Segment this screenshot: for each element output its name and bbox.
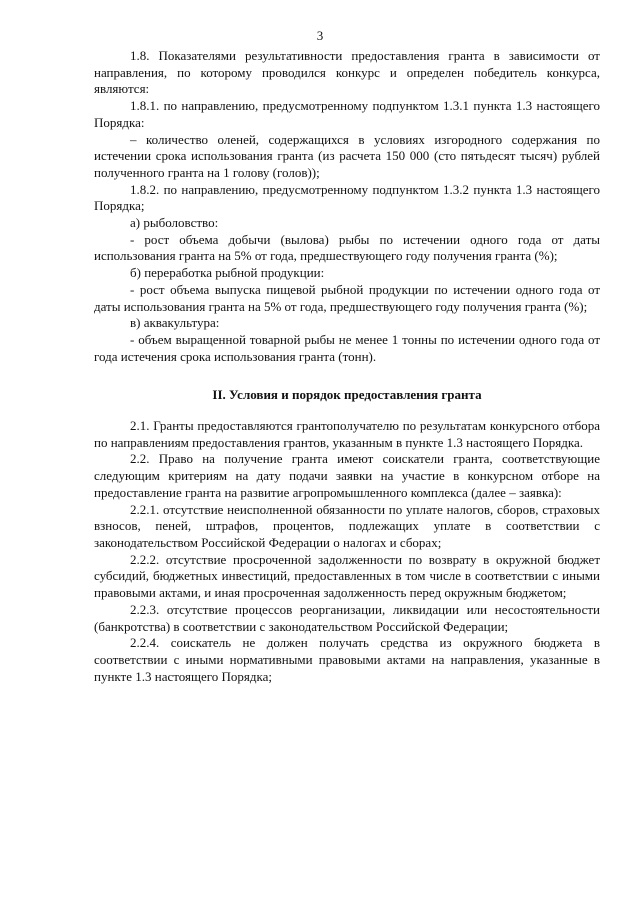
paragraph-2-2-4: 2.2.4. соискатель не должен получать средства из окружного бюджета в соответствии с иными нормативными правовыми актами на направления, указанные в пункте 1.3 настоящего Порядка; [94, 635, 600, 684]
paragraph-processing-indicator: - рост объема выпуска пищевой рыбной продукции по истечении одного года от даты использования гранта на 5% от года, предшествующего году получения гранта (%); [94, 281, 600, 314]
paragraph-1-8-2: 1.8.2. по направлению, предусмотренному подпунктом 1.3.2 пункта 1.3 настоящего Порядка; [94, 181, 600, 214]
paragraph-reindeer-count: – количество оленей, содержащихся в условиях изгородного содержания по истечении срока использования гранта (из расчета 150 000 (сто пятьдесят тысяч) рублей полученного гранта на 1 голову (голов)); [94, 131, 600, 180]
paragraph-2-1: 2.1. Гранты предоставляются грантополучателю по результатам конкурсного отбора по направлениям предоставления грантов, указанным в пункте 1.3 настоящего Порядка. [94, 418, 600, 450]
paragraph-1-8-1: 1.8.1. по направлению, предусмотренному подпунктом 1.3.1 пункта 1.3 настоящего Порядка: [94, 98, 600, 130]
document-body [94, 48, 600, 685]
paragraph-2-2-1: 2.2.1. отсутствие неисполненной обязанности по уплате налогов, сборов, страховых взносов, пеней, штрафов, процентов, подлежащих уплате в соответствии с законодательством Российской Федерации о налогах и сборах; [94, 501, 600, 550]
paragraph-processing-heading: б) переработка рыбной продукции: [130, 265, 325, 281]
paragraph-fishing-heading: а) рыболовство: [130, 215, 219, 231]
section-heading: II. Условия и порядок предоставления гранта [212, 387, 482, 403]
paragraph-2-2-2: 2.2.2. отсутствие просроченной задолженности по возврату в окружной бюджет субсидий, бюджетных инвестиций, предоставленных в том числе в соответствии с иными правовыми актами, и иная просроченная задолженность перед окружным бюджетом; [94, 551, 600, 601]
paragraph-2-2: 2.2. Право на получение гранта имеют соискатели гранта, соответствующие следующим критериям на дату подачи заявки на участие в конкурсном отборе на предоставление гранта на развитие агропромышленного комплекса (далее – заявка): [94, 451, 600, 500]
paragraph-fishing-indicator: - рост объема добычи (вылова) рыбы по истечении одного года от даты использования гранта на 5% от года, предшествующего году получения гранта (%); [94, 231, 600, 264]
paragraph-aquaculture-indicator: - объем выращенной товарной рыбы не менее 1 тонны по истечении одного года от года истечения срока использования гранта (тонн). [94, 331, 600, 364]
paragraph-2-2-3: 2.2.3. отсутствие процессов реорганизации, ликвидации или несостоятельности (банкротства) в соответствии с законодательством Российской Федерации; [94, 601, 600, 634]
paragraph-1-8: 1.8. Показателями результативности предоставления гранта в зависимости от направления, по которому проводился конкурс и определен победитель конкурса, являются: [94, 48, 600, 97]
page-number: 3 [316, 28, 324, 43]
paragraph-aquaculture-heading: в) аквакультура: [130, 315, 220, 331]
